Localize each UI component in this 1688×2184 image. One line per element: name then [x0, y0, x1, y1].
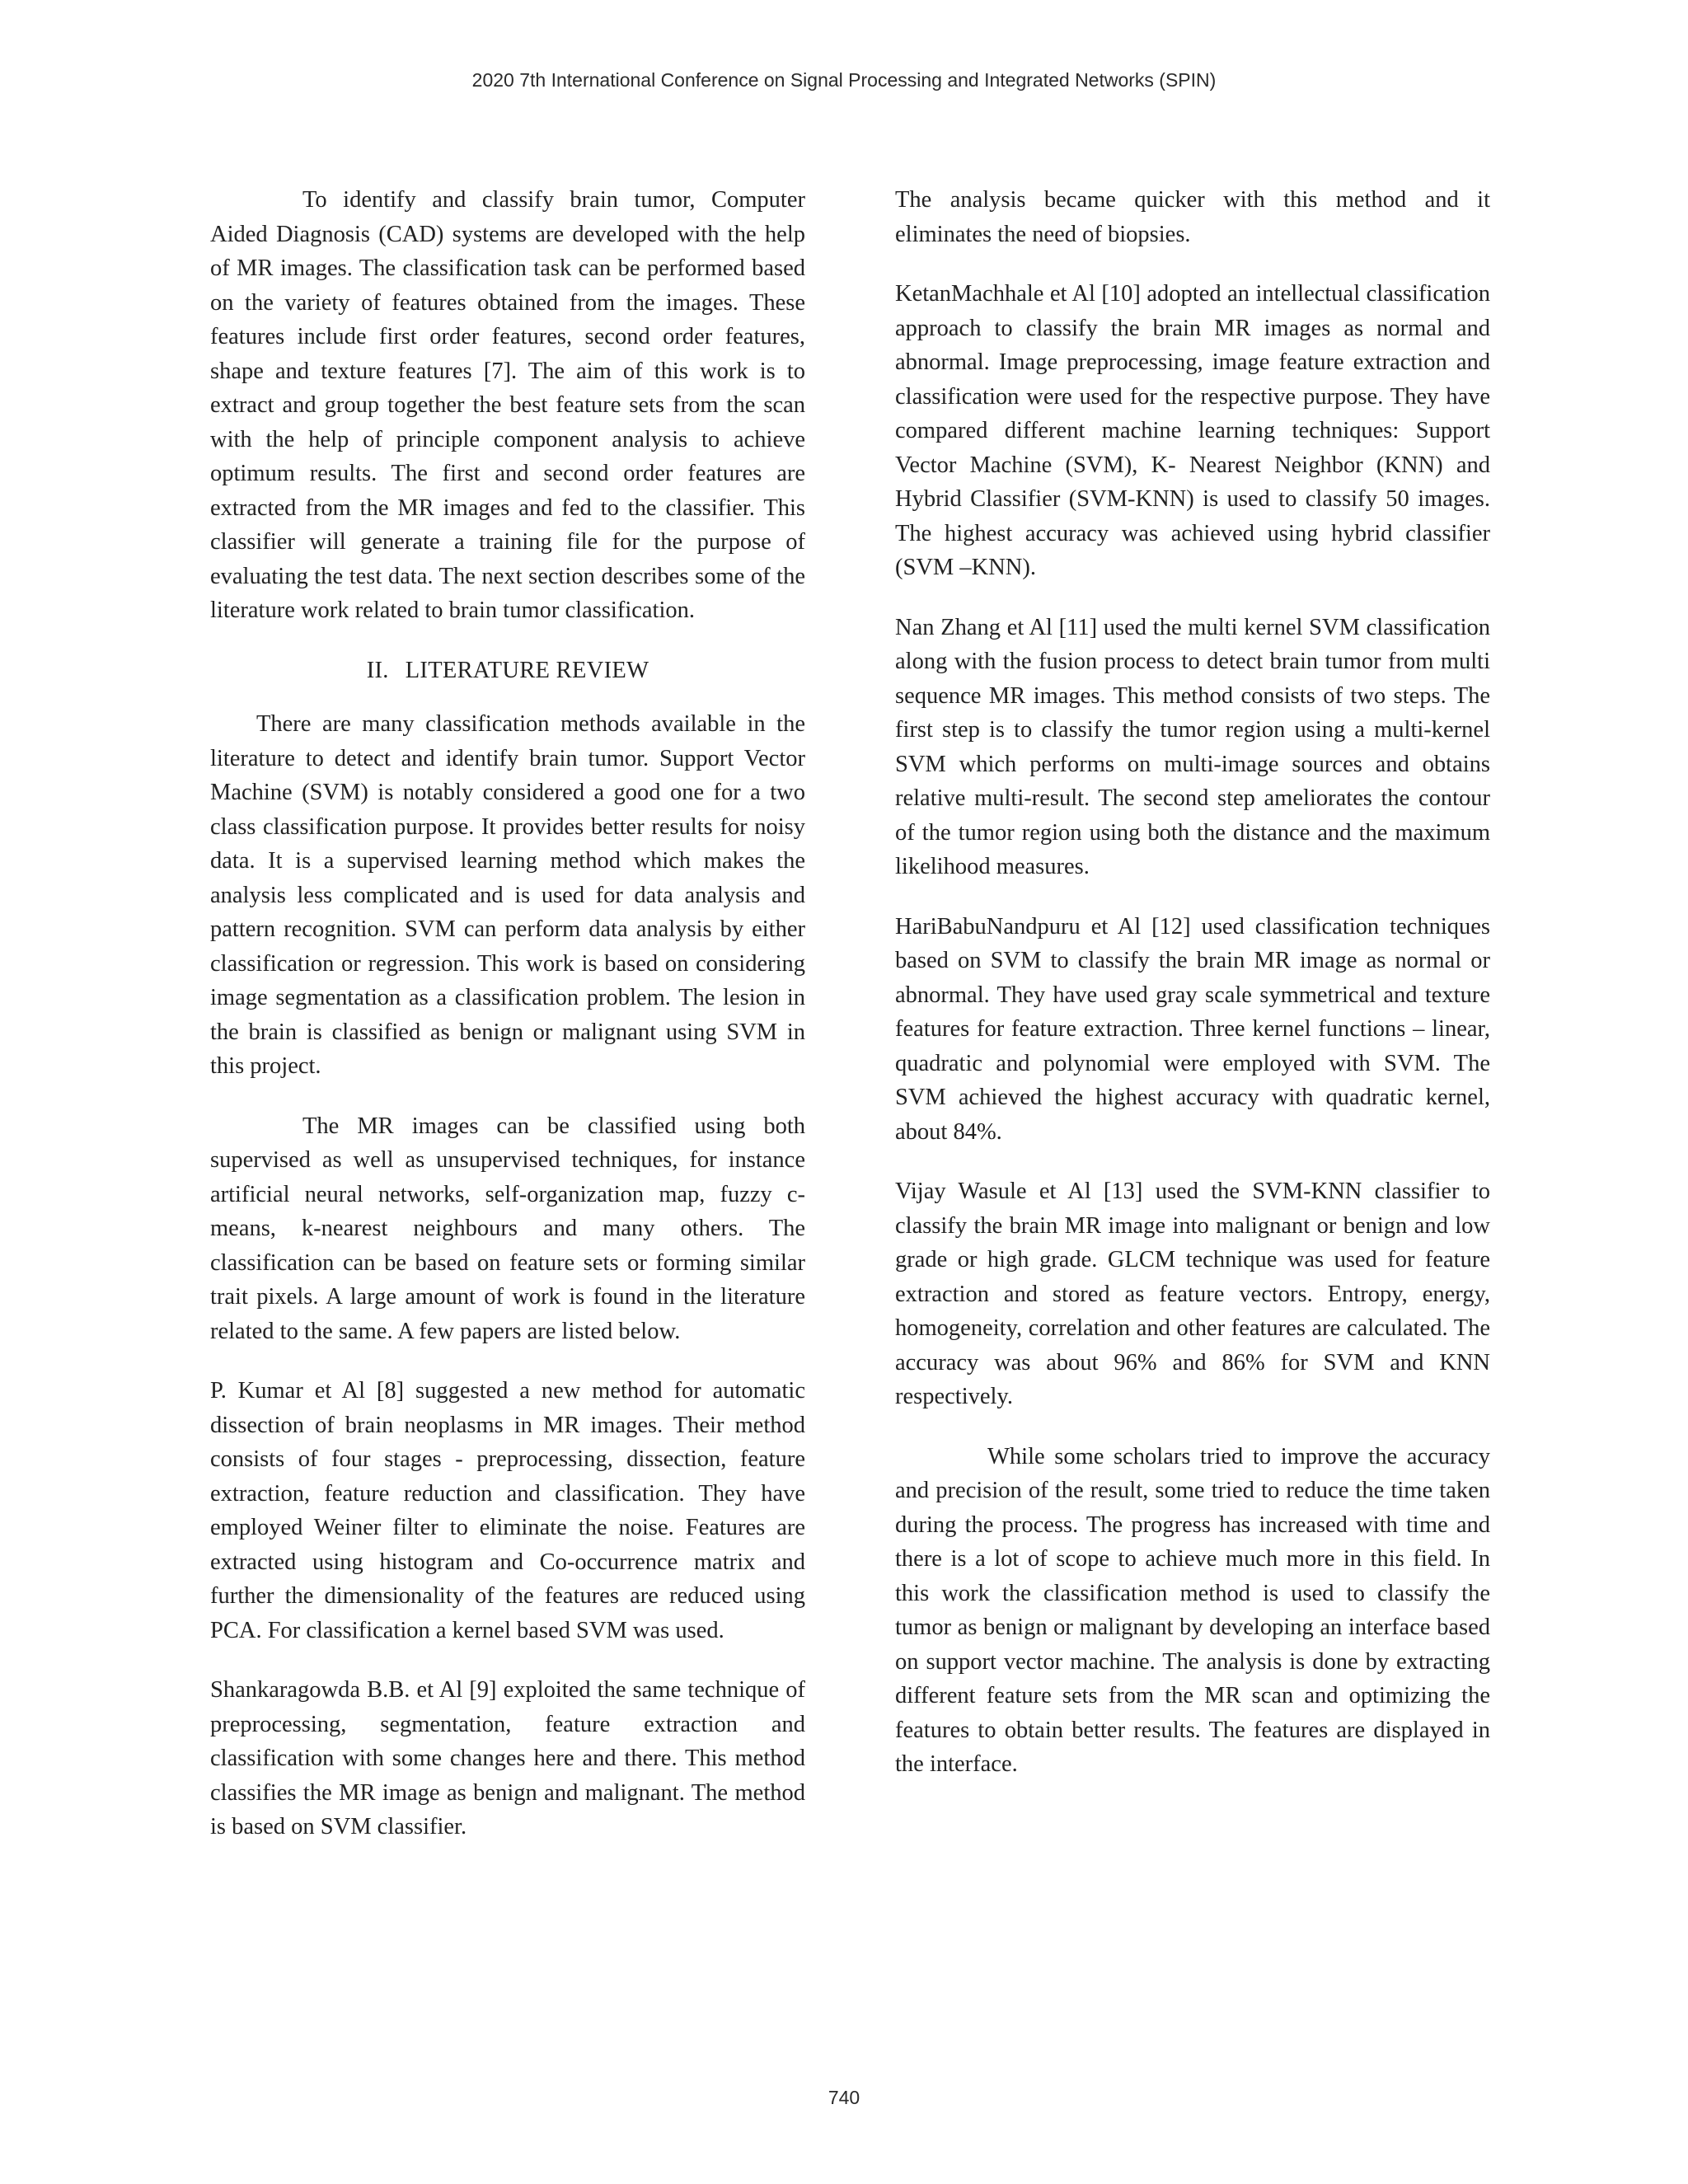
mr-classification-paragraph: The MR images can be classified using both supervised as well as unsupervised techniques, for instance artificial neural networks, self-organization map, fuzzy c-means, k-nearest neighbours and many others. The classification can be based on feature sets or forming similar trait pixels. A large amount of work is found in the literature related to the same. A few papers are listed below. [210, 1113, 805, 1344]
intro-paragraph: To identify and classify brain tumor, Computer Aided Diagnosis (CAD) systems are developed with the help of MR images. The classification task can be performed based on the variety of features obtained from the images. These features include first order features, second order features, shape and texture features [7]. The aim of this work is to extract and group together the best feature sets from the scan with the help of principle component analysis to achieve optimum results. The first and second order features are extracted from the MR images and fed to the classifier. This classifier will generate a training file for the purpose of evaluating the test data. The next section describes some of the literature work related to brain tumor classification. [210, 187, 805, 623]
section-heading [210, 654, 805, 688]
right-column [895, 183, 1490, 1807]
svm-paragraph: There are many classification methods available in the literature to detect and identify brain tumor. Support Vector Machine (SVM) is notably considered a good one for a two class classification purpose. It provides better results for noisy data. It is a supervised learning method which makes the analysis less complicated and is used for data analysis and pattern recognition. SVM can perform data analysis by either classification or regression. This work is based on considering image segmentation as a classification problem. The lesion in the brain is classified as benign or malignant using SVM in this project. [210, 711, 805, 1079]
section-number: II. [366, 657, 389, 683]
vijay-paragraph: Vijay Wasule et Al [13] used the SVM-KNN classifier to classify the brain MR image into malignant or benign and low grade or high grade. GLCM technique was used for feature extraction and stored as feature vectors. Entropy, energy, homogeneity, correlation and other features are calculated. The accuracy was about 96% and 86% for SVM and KNN respectively. [895, 1179, 1490, 1409]
nan-zhang-paragraph: Nan Zhang et Al [11] used the multi kernel SVM classification along with the fusion process to detect brain tumor from multi sequence MR images. This method consists of two steps. The first step is to classify the tumor region using a multi-kernel SVM which performs on multi-image sources and obtains relative multi-result. The second step ameliorates the contour of the tumor region using both the distance and the maximum likelihood measures. [895, 614, 1490, 879]
kumar-paragraph: P. Kumar et Al [8] suggested a new method for automatic dissection of brain neoplasms in MR images. Their method consists of four stages - preprocessing, dissection, feature extraction, feature reduction and classification. They have employed Weiner filter to eliminate the noise. Features are extracted using histogram and Co-occurrence matrix and further the dimensionality of the features are reduced using PCA. For classification a kernel based SVM was used. [210, 1378, 805, 1643]
continuation-paragraph: The analysis became quicker with this method and it eliminates the need of biopsies. [895, 187, 1490, 247]
conclusion-paragraph: While some scholars tried to improve the accuracy and precision of the result, some tried to reduce the time taken during the process. The progress has increased with time and there is a lot of scope to achieve much more in this field. In this work the classification method is used to classify the tumor as benign or malignant by developing an interface based on support vector machine. The analysis is done by extracting different feature sets from the MR scan and optimizing the features to obtain better results. The features are displayed in the interface. [895, 1443, 1490, 1777]
ketan-paragraph: KetanMachhale et Al [10] adopted an intellectual classification approach to classify the brain MR images as normal and abnormal. Image preprocessing, image feature extraction and classification were used for the respective purpose. They have compared different machine learning techniques: Support Vector Machine (SVM), K- Nearest Neighbor (KNN) and Hybrid Classifier (SVM-KNN) is used to classify 50 images. The highest accuracy was achieved using hybrid classifier (SVM –KNN). [895, 281, 1490, 580]
page-number: 740 [828, 2087, 860, 2108]
left-column [210, 183, 805, 1870]
haribabu-paragraph: HariBabuNandpuru et Al [12] used classification techniques based on SVM to classify the brain MR image as normal or abnormal. They have used gray scale symmetrical and texture features for feature extraction. Three kernel functions – linear, quadratic and polynomial were employed with SVM. The SVM achieved the highest accuracy with quadratic kernel, about 84%. [895, 913, 1490, 1145]
shankaragowda-paragraph: Shankaragowda B.B. et Al [9] exploited the same technique of preprocessing, segmentation, feature extraction and classification with some changes here and there. This method classifies the MR image as benign and malignant. The method is based on SVM classifier. [210, 1677, 805, 1840]
section-title: LITERATURE REVIEW [405, 657, 649, 683]
running-header: 2020 7th International Conference on Signal Processing and Integrated Networks (SPIN) [471, 69, 1217, 91]
